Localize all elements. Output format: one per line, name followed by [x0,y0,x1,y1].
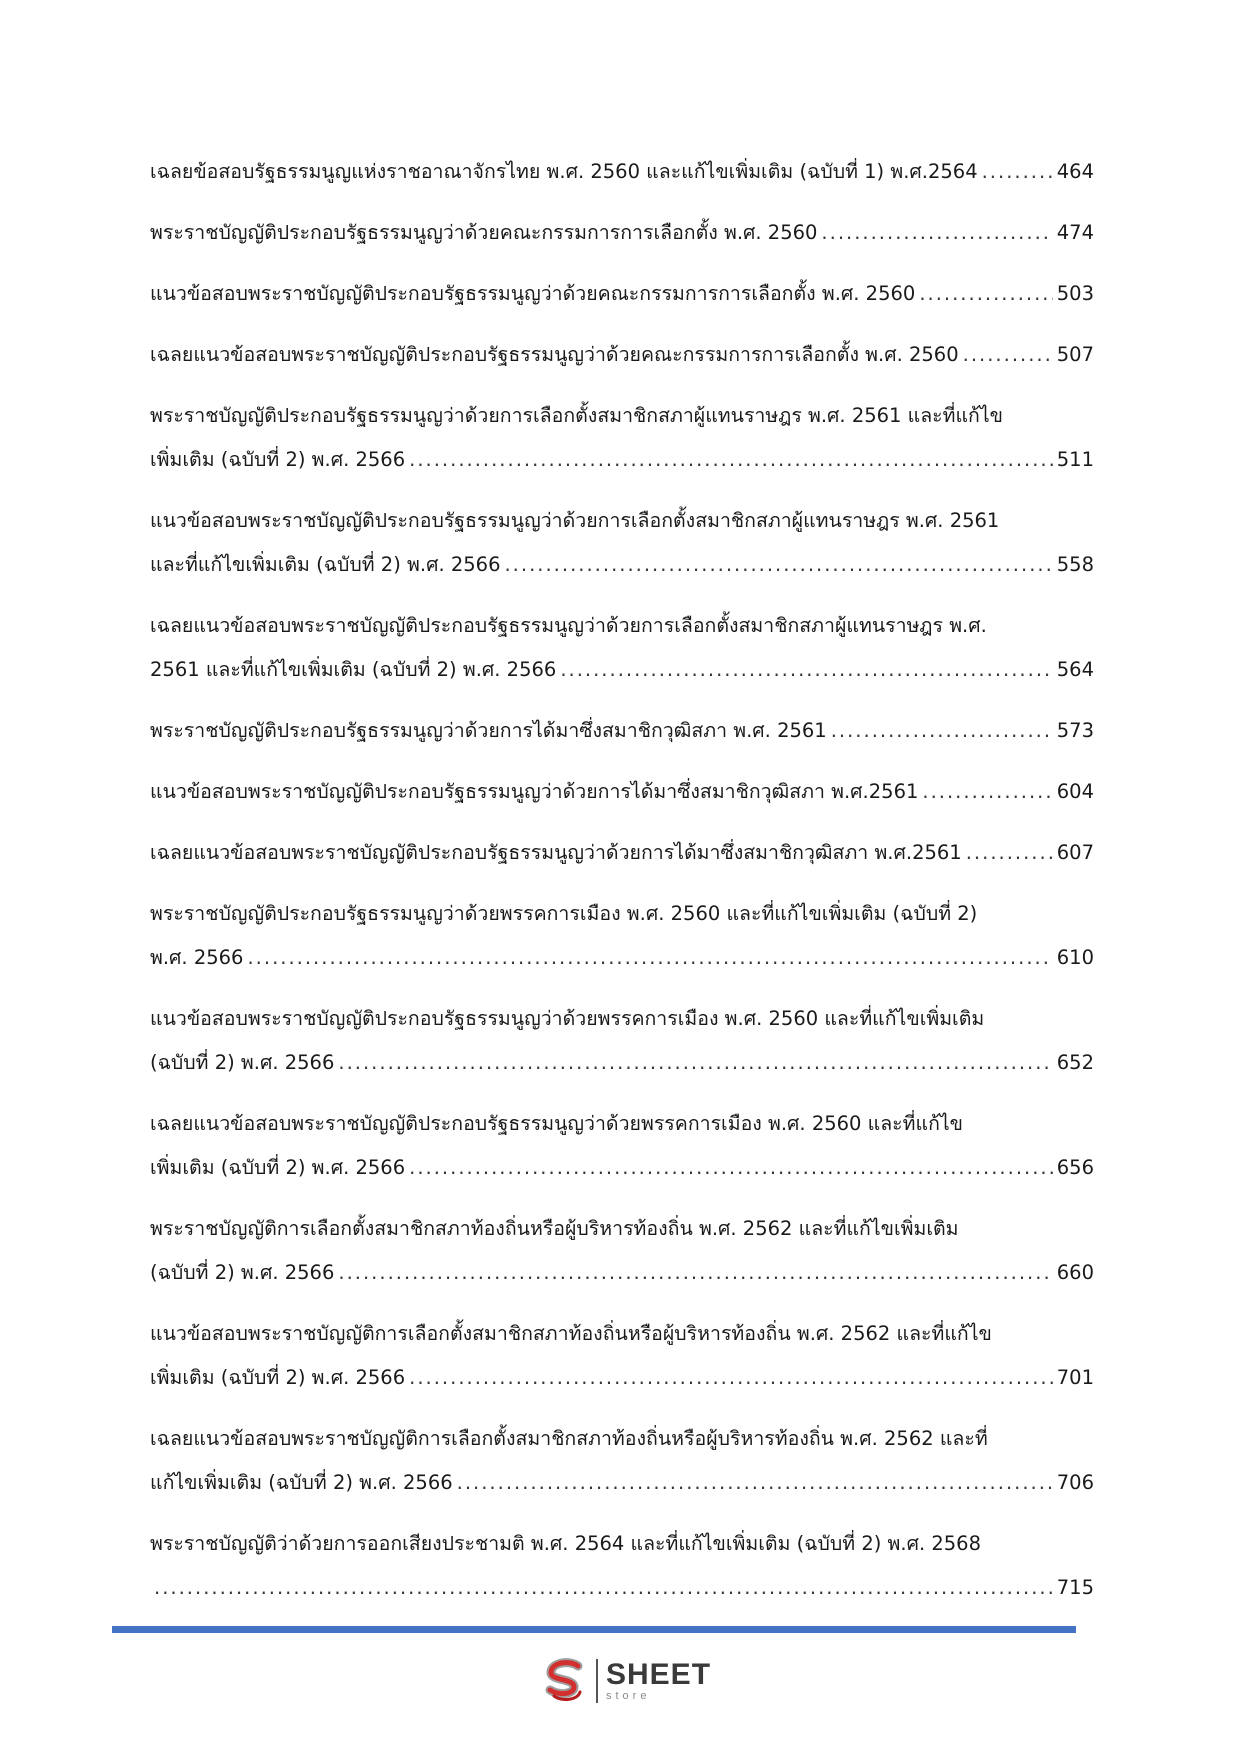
toc-entry [150,1522,1094,1610]
toc-entry [150,1312,1094,1400]
toc-page-number: 474 [1056,221,1094,244]
toc-entry-leader-line [150,1041,1094,1085]
toc-page-number: 604 [1056,780,1094,803]
toc-entry-title-line: แนวข้อสอบพระราชบัญญัติประกอบรัฐธรรมนูญว่าด้วยพรรคการเมือง พ.ศ. 2560 และที่แก้ไขเพิ่มเติม [150,1007,985,1030]
toc-page-number: 511 [1056,448,1094,471]
dot-leader [966,831,1053,875]
dot-leader [922,770,1052,814]
toc-entry-title: แนวข้อสอบพระราชบัญญัติประกอบรัฐธรรมนูญว่าด้วยการได้มาซึ่งสมาชิกวุฒิสภา พ.ศ.2561 [150,780,919,803]
toc-page-number: 660 [1056,1261,1094,1284]
toc-entry-title-line: แนวข้อสอบพระราชบัญญัติการเลือกตั้งสมาชิกสภาท้องถิ่นหรือผู้บริหารท้องถิ่น พ.ศ. 2562 และที่แก้ไข [150,1322,992,1345]
toc-entry-leader-line [150,1146,1094,1190]
toc-page-number: 701 [1056,1366,1094,1389]
toc-entry [150,394,1094,482]
toc-page-number: 715 [1056,1576,1094,1599]
toc-entry-leader-line [150,272,1094,316]
toc-entry-title-line: เฉลยแนวข้อสอบพระราชบัญญัติประกอบรัฐธรรมนูญว่าด้วยพรรคการเมือง พ.ศ. 2560 และที่แก้ไข [150,1112,964,1135]
toc-entry-leader-line [150,1251,1094,1295]
dot-leader [409,1146,1053,1190]
toc-entry-leader-line [150,543,1094,587]
dot-leader [409,438,1053,482]
logo-text: SHEET [606,1658,712,1691]
sheet-store-logo [540,1652,720,1710]
dot-leader [457,1461,1053,1505]
toc-entry-leader-line [150,150,1094,194]
logo-words [606,1660,711,1702]
dot-leader [338,1041,1052,1085]
toc-entry [150,333,1094,377]
toc-entry-leader-line [150,1566,1094,1610]
toc-page-number: 610 [1056,946,1094,969]
dot-leader [409,1356,1053,1400]
toc-entry-leader-line [150,333,1094,377]
toc-entry-leader-line [150,438,1094,482]
toc-page-number: 507 [1056,343,1094,366]
toc-entry [150,272,1094,316]
toc-page-number: 656 [1056,1156,1094,1179]
toc-entry [150,499,1094,587]
toc-entry [150,211,1094,255]
dot-leader [560,648,1052,692]
toc-page-number: 564 [1056,658,1094,681]
toc-page-number: 607 [1056,841,1094,864]
table-of-contents [150,150,1094,1627]
dot-leader [821,211,1052,255]
dot-leader [982,150,1053,194]
toc-entry-title-line: พระราชบัญญัติการเลือกตั้งสมาชิกสภาท้องถิ่นหรือผู้บริหารท้องถิ่น พ.ศ. 2562 และที่แก้ไขเพิ่มเติม [150,1217,959,1240]
toc-entry-leader-line [150,1461,1094,1505]
toc-entry [150,604,1094,692]
toc-entry-title-line: พระราชบัญญัติประกอบรัฐธรรมนูญว่าด้วยการเลือกตั้งสมาชิกสภาผู้แทนราษฎร พ.ศ. 2561 และที่แก้ไข [150,404,1004,427]
dot-leader [504,543,1052,587]
toc-entry [150,1417,1094,1505]
toc-entry-title: แนวข้อสอบพระราชบัญญัติประกอบรัฐธรรมนูญว่าด้วยคณะกรรมการการเลือกตั้ง พ.ศ. 2560 [150,282,916,305]
toc-entry-title: เฉลยแนวข้อสอบพระราชบัญญัติประกอบรัฐธรรมนูญว่าด้วยคณะกรรมการการเลือกตั้ง พ.ศ. 2560 [150,343,959,366]
toc-entry [150,150,1094,194]
toc-entry [150,1207,1094,1295]
toc-entry-title: (ฉบับที่ 2) พ.ศ. 2566 [150,1261,335,1284]
dot-leader [963,333,1053,377]
logo-subtext: store [606,1690,651,1702]
toc-page-number: 652 [1056,1051,1094,1074]
toc-entry [150,892,1094,980]
dot-leader [338,1251,1052,1295]
dot-leader [919,272,1052,316]
toc-page-number: 503 [1056,282,1094,305]
toc-entry-title-line: เฉลยแนวข้อสอบพระราชบัญญัติการเลือกตั้งสมาชิกสภาท้องถิ่นหรือผู้บริหารท้องถิ่น พ.ศ. 2562 และที่ [150,1427,988,1450]
toc-entry-leader-line [150,1356,1094,1400]
toc-entry-leader-line [150,709,1094,753]
toc-entry-title: พระราชบัญญัติประกอบรัฐธรรมนูญว่าด้วยการได้มาซึ่งสมาชิกวุฒิสภา พ.ศ. 2561 [150,719,827,742]
toc-entry-title: (ฉบับที่ 2) พ.ศ. 2566 [150,1051,335,1074]
toc-entry-title: เฉลยข้อสอบรัฐธรรมนูญแห่งราชอาณาจักรไทย พ.ศ. 2560 และแก้ไขเพิ่มเติม (ฉบับที่ 1) พ.ศ.2564 [150,160,978,183]
dot-leader [154,1566,1053,1610]
toc-entry-title: แก้ไขเพิ่มเติม (ฉบับที่ 2) พ.ศ. 2566 [150,1471,453,1494]
toc-page-number: 558 [1056,553,1094,576]
toc-entry-leader-line [150,770,1094,814]
dot-leader [247,936,1052,980]
toc-entry-leader-line [150,648,1094,692]
toc-entry-title-line: แนวข้อสอบพระราชบัญญัติประกอบรัฐธรรมนูญว่าด้วยการเลือกตั้งสมาชิกสภาผู้แทนราษฎร พ.ศ. 2561 [150,509,1000,532]
toc-entry [150,770,1094,814]
toc-entry-title: 2561 และที่แก้ไขเพิ่มเติม (ฉบับที่ 2) พ.ศ. 2566 [150,658,557,681]
logo-divider [596,1659,598,1703]
toc-entry [150,709,1094,753]
toc-entry-title: เฉลยแนวข้อสอบพระราชบัญญัติประกอบรัฐธรรมนูญว่าด้วยการได้มาซึ่งสมาชิกวุฒิสภา พ.ศ.2561 [150,841,962,864]
toc-entry-leader-line [150,211,1094,255]
toc-entry-title: พระราชบัญญัติประกอบรัฐธรรมนูญว่าด้วยคณะกรรมการการเลือกตั้ง พ.ศ. 2560 [150,221,818,244]
toc-entry [150,831,1094,875]
toc-entry-leader-line [150,936,1094,980]
dot-leader [831,709,1053,753]
toc-page-number: 573 [1056,719,1094,742]
toc-entry-title: เพิ่มเติม (ฉบับที่ 2) พ.ศ. 2566 [150,448,406,471]
toc-entry [150,1102,1094,1190]
toc-entry-title: และที่แก้ไขเพิ่มเติม (ฉบับที่ 2) พ.ศ. 2566 [150,553,501,576]
toc-entry-title-line: พระราชบัญญัติประกอบรัฐธรรมนูญว่าด้วยพรรคการเมือง พ.ศ. 2560 และที่แก้ไขเพิ่มเติม (ฉบับที่ 2) [150,902,978,925]
toc-entry-title-line: พระราชบัญญัติว่าด้วยการออกเสียงประชามติ พ.ศ. 2564 และที่แก้ไขเพิ่มเติม (ฉบับที่ 2) พ.ศ. 2568 [150,1532,981,1555]
toc-entry-leader-line [150,831,1094,875]
toc-page-number: 706 [1056,1471,1094,1494]
toc-entry-title-line: เฉลยแนวข้อสอบพระราชบัญญัติประกอบรัฐธรรมนูญว่าด้วยการเลือกตั้งสมาชิกสภาผู้แทนราษฎร พ.ศ. [150,614,987,637]
toc-entry [150,997,1094,1085]
toc-entry-title: พ.ศ. 2566 [150,946,244,969]
toc-page-number: 464 [1056,160,1094,183]
sheet-store-logo-icon [540,1656,590,1706]
footer-divider [112,1626,1076,1633]
toc-entry-title: เพิ่มเติม (ฉบับที่ 2) พ.ศ. 2566 [150,1366,406,1389]
toc-entry-title: เพิ่มเติม (ฉบับที่ 2) พ.ศ. 2566 [150,1156,406,1179]
